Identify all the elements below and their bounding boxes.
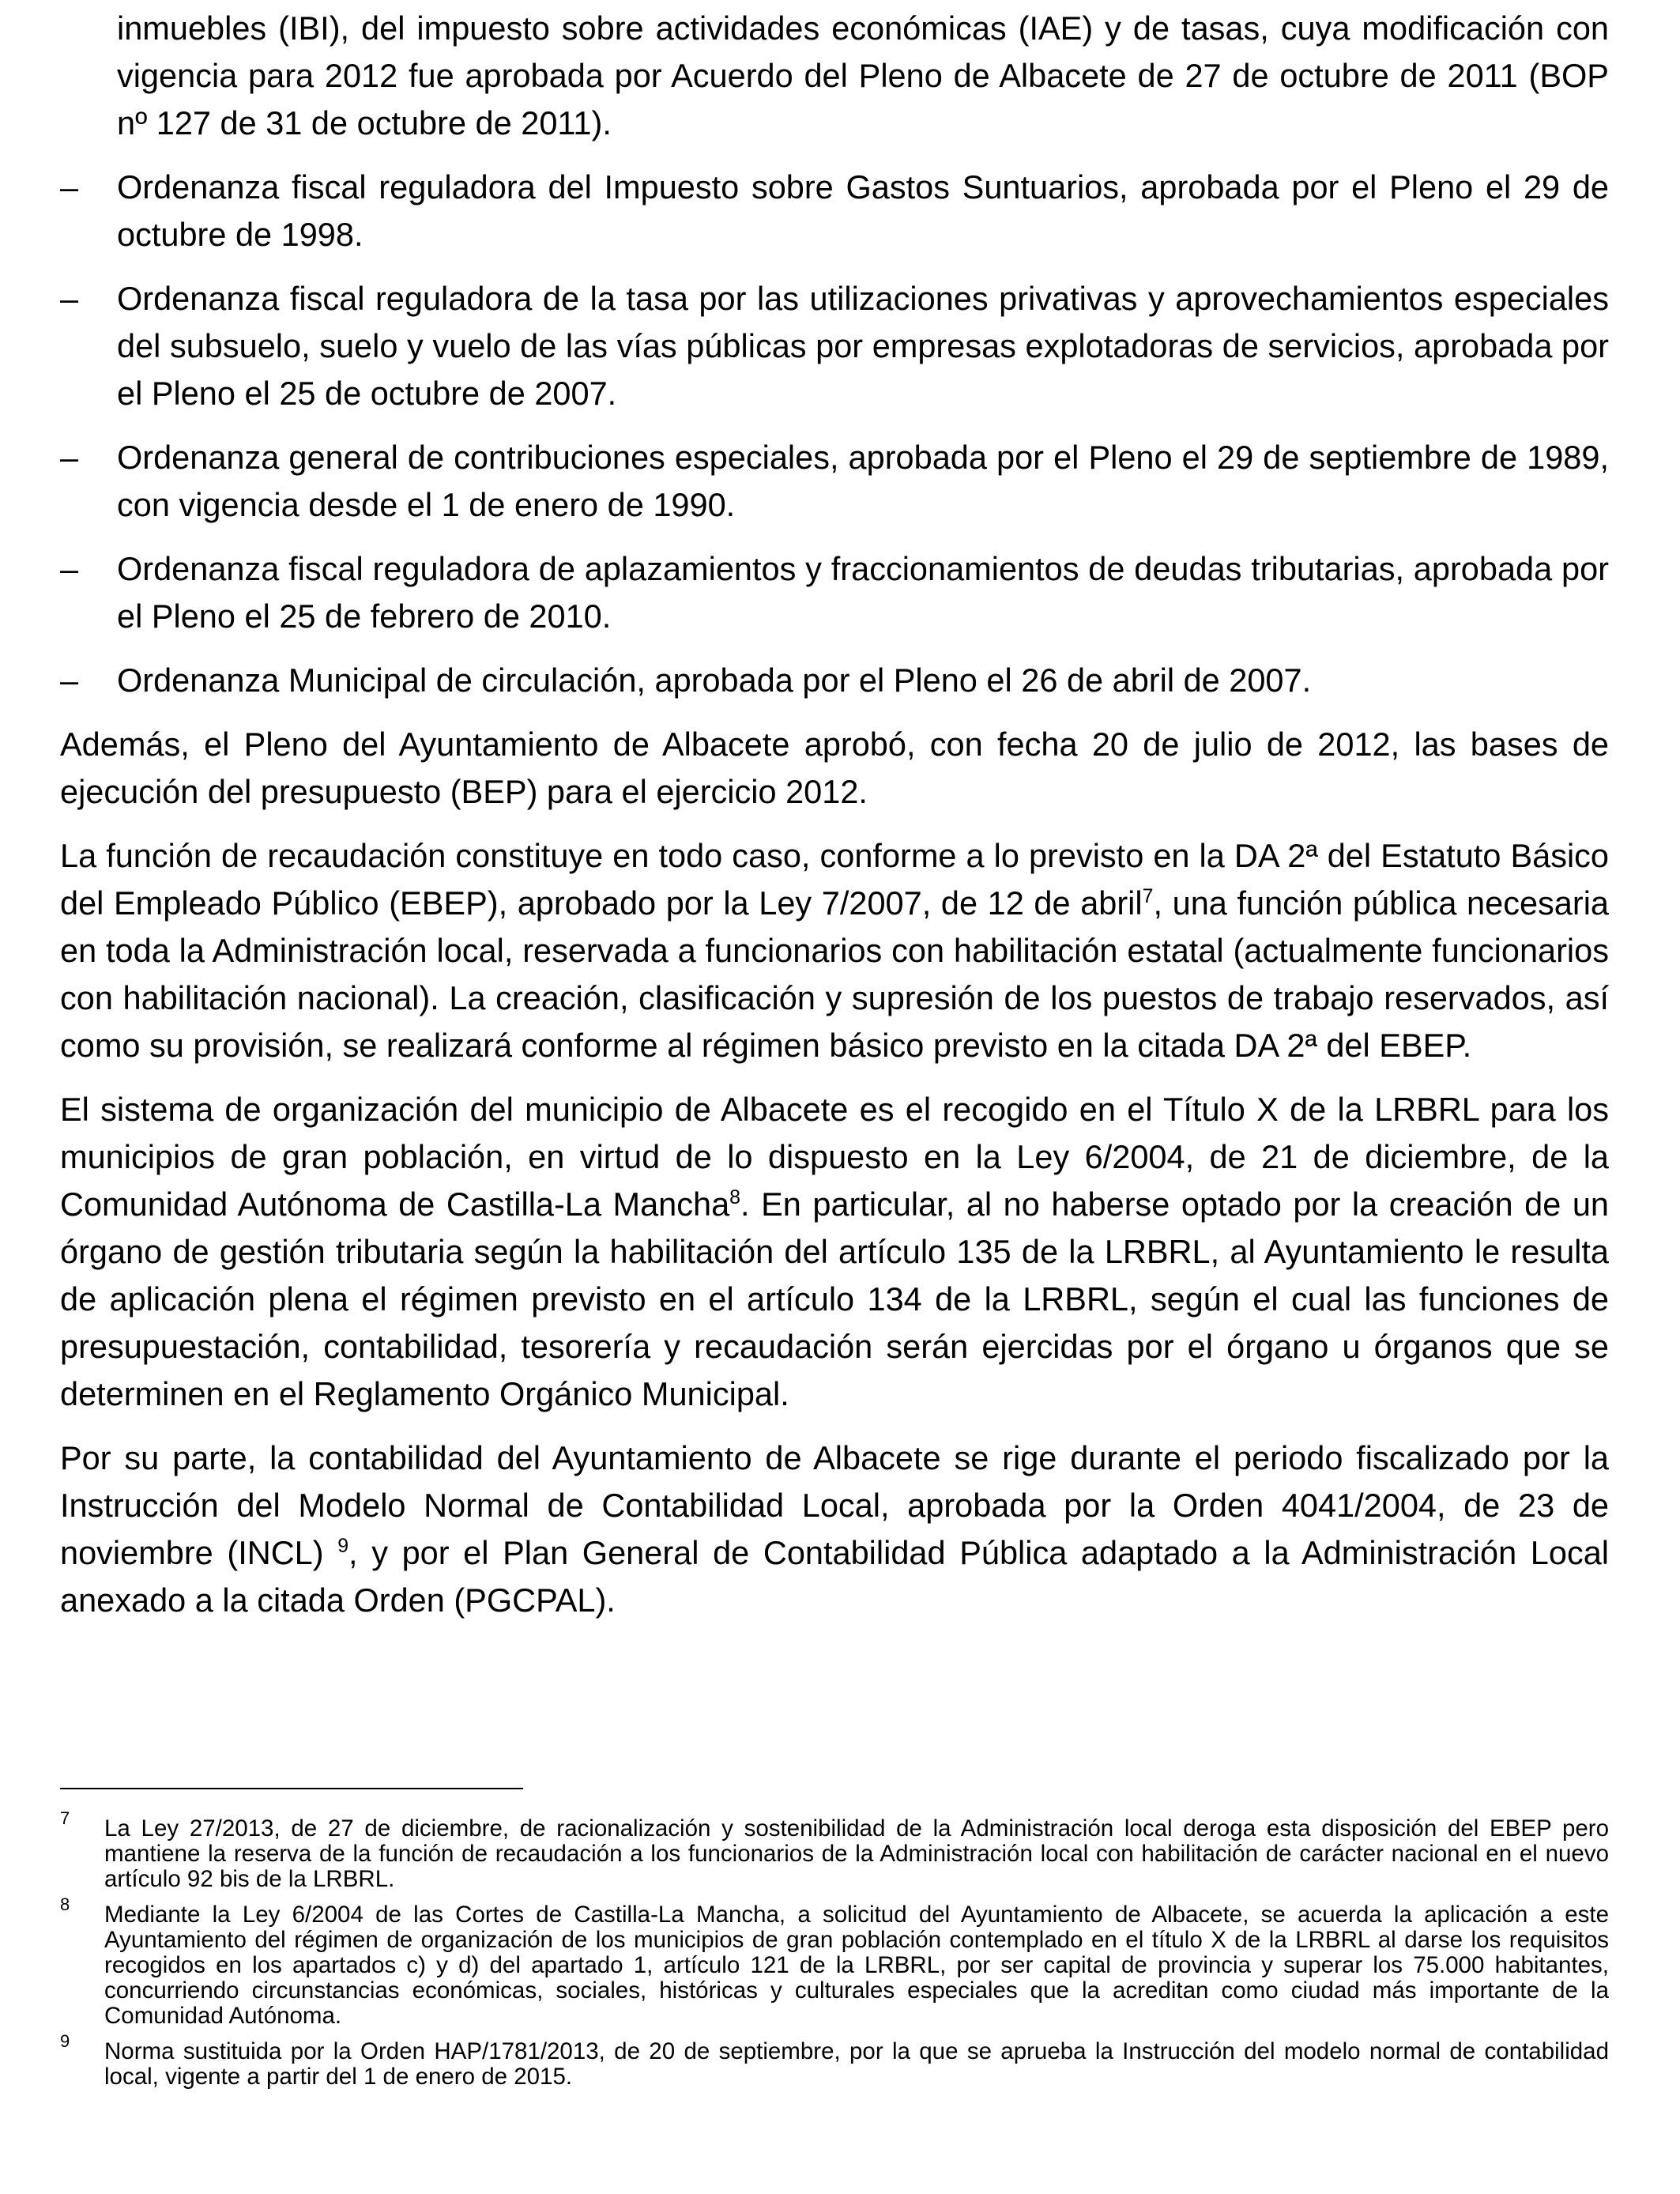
paragraph-text: . En particular, al no haberse optado por la creación de un órgano de gestión tributaria según la habilitación del artículo 135 de la LRBRL, al Ayuntamiento le resulta de aplicación plena el régimen previsto en el artículo 134 de la LRBRL, según el cual las funciones de presupuestación, contabilidad, tesorería y recaudación serán ejercidas por el órgano u órganos que se determinen en el Reglamento Orgánico Municipal. (60, 1186, 1609, 1412)
dash-bullet-icon: – (60, 550, 79, 587)
footnote-text: La Ley 27/2013, de 27 de diciembre, de racionalización y sostenibilidad de la Administración local deroga esta disposición del EBEP pero mantiene la reserva de la función de recaudación a los funcionarios de la Administración local con habilitación de carácter nacional en el nuevo artículo 92 bis de la LRBRL. (104, 1815, 1609, 1892)
footnote-ref-9[interactable]: 9 (337, 1535, 349, 1558)
paragraph-text: El sistema de organización del municipio de Albacete es el recogido en el Título X de la LRBRL para los municipios de gran población, en virtud de lo dispuesto en la Ley 6/2004, de 21 de diciembre, de la Comunidad Autónoma de Castilla-La Mancha (60, 1091, 1609, 1223)
dash-bullet-icon: – (60, 280, 79, 317)
footnote-ref-8[interactable]: 8 (729, 1186, 740, 1209)
list-item-text: Ordenanza Municipal de circulación, aprobada por el Pleno el 26 de abril de 2007. (117, 662, 1312, 699)
footnote-text: Norma sustituida por la Orden HAP/1781/2013, de 20 de septiembre, por la que se aprueba la Instrucción del modelo normal de contabilidad local, vigente a partir del 1 de enero de 2015. (104, 2038, 1609, 2090)
footnote-number: 9 (60, 2031, 70, 2051)
paragraph-text: , y por el Plan General de Contabilidad Pública adaptado a la Administración Local anexado a la citada Orden (PGCPAL). (60, 1534, 1609, 1619)
list-item (60, 657, 1609, 704)
footnote-ref-7[interactable]: 7 (1142, 885, 1154, 908)
paragraph-bep: Además, el Pleno del Ayuntamiento de Albacete aprobó, con fecha 20 de julio de 2012, las bases de ejecución del presupuesto (BEP) para el ejercicio 2012. (60, 726, 1609, 810)
paragraph-contabilidad (60, 1434, 1609, 1624)
dash-bullet-icon: – (60, 439, 79, 476)
list-item (60, 275, 1609, 417)
footnote-divider (60, 1788, 523, 1789)
list-item-text: Ordenanza general de contribuciones especiales, aprobada por el Pleno el 29 de septiembre de 1989, con vigencia desde el 1 de enero de 1990. (117, 439, 1609, 523)
footnotes-section (60, 1788, 1609, 2100)
list-item (60, 164, 1609, 258)
document-body (60, 5, 1609, 1641)
list-item-text: Ordenanza fiscal reguladora de aplazamientos y fraccionamientos de deudas tributarias, aprobada por el Pleno el 25 de febrero de 2010. (117, 550, 1609, 635)
list-item-text: Ordenanza fiscal reguladora del Impuesto sobre Gastos Suntuarios, aprobada por el Pleno el 29 de octubre de 1998. (117, 168, 1609, 253)
dash-bullet-icon: – (60, 662, 79, 699)
paragraph-text: La función de recaudación constituye en todo caso, conforme a lo previsto en la DA 2ª del Estatuto Básico del Empleado Público (EBEP), aprobado por la Ley 7/2007, de 12 de abril (60, 837, 1609, 922)
list-item (60, 434, 1609, 529)
paragraph-organizacion (60, 1086, 1609, 1418)
footnote-text: Mediante la Ley 6/2004 de las Cortes de Castilla-La Mancha, a solicitud del Ayuntamiento de Albacete, se acuerda la aplicación a este Ayuntamiento del régimen de organización de los municipios de gran población contemplado en el título X de la LRBRL al darse los requisitos recogidos en los apartados c) y d) del apartado 1, artículo 121 de la LRBRL, por ser capital de provincia y superar los 75.000 habitantes, concurriendo circunstancias económicas, sociales, históricas y culturales especiales que la acreditan como ciudad más importante de la Comunidad Autónoma. (104, 1902, 1609, 2029)
paragraph-recaudacion (60, 832, 1609, 1069)
list-item-text: Ordenanza fiscal reguladora de la tasa por las utilizaciones privativas y aprovechamientos especiales del subsuelo, suelo y vuelo de las vías públicas por empresas explotadoras de servicios, aprobada por el Pleno el 25 de octubre de 2007. (117, 280, 1609, 412)
footnote-number: 7 (60, 1808, 70, 1828)
footnote-8 (60, 1894, 1609, 2029)
intro-continuation: inmuebles (IBI), del impuesto sobre actividades económicas (IAE) y de tasas, cuya modificación con vigencia para 2012 fue aprobada por Acuerdo del Pleno de Albacete de 27 de octubre de 2011 (BOP nº 127 de 31 de octubre de 2011). (117, 9, 1609, 141)
paragraph-text: Por su parte, la contabilidad del Ayuntamiento de Albacete se rige durante el periodo fiscalizado por la Instrucción del Modelo Normal de Contabilidad Local, aprobada por la Orden 4041/2004, de 23 de noviembre (INCL) (60, 1439, 1609, 1571)
dash-bullet-icon: – (60, 168, 79, 205)
paragraph-text: , una función pública necesaria en toda la Administración local, reservada a funcionarios con habilitación estatal (actualmente funcionarios con habilitación nacional). La creación, clasificación y supresión de los puestos de trabajo reservados, así como su provisión, se realizará conforme al régimen básico previsto en la citada DA 2ª del EBEP. (60, 884, 1609, 1064)
list-item (60, 545, 1609, 640)
footnote-9 (60, 2031, 1609, 2090)
footnote-number: 8 (60, 1894, 70, 1914)
footnote-7 (60, 1808, 1609, 1892)
